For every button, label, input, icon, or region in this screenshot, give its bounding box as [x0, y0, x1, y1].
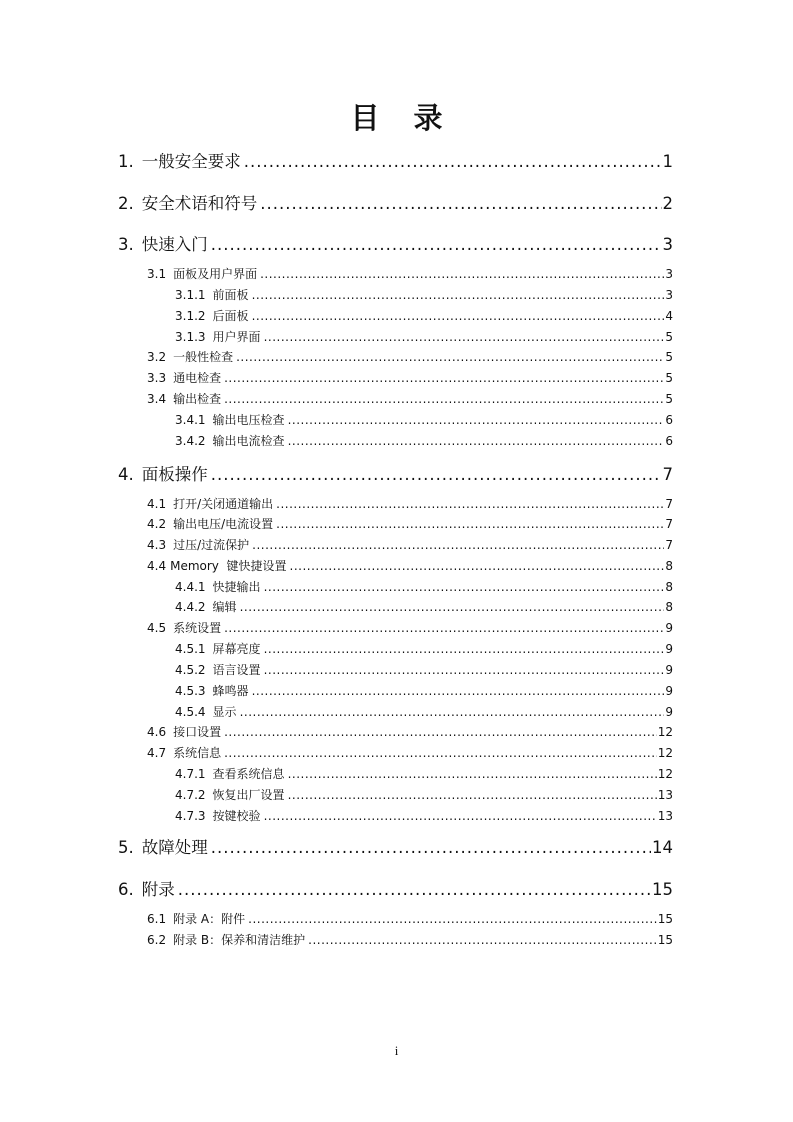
toc-dot-leader — [224, 746, 657, 760]
toc-entry-2[interactable] — [118, 190, 673, 214]
toc-page-number: 3 — [665, 267, 673, 281]
toc-entry-number: 5. — [118, 838, 134, 857]
toc-entry-label: 一般性检查 — [173, 350, 234, 364]
toc-entry-label: 附录 B：保养和清洁维护 — [173, 933, 306, 947]
toc-entry-4-4-2[interactable] — [175, 598, 673, 615]
toc-dot-leader — [236, 350, 664, 364]
toc-page-number: 15 — [652, 880, 673, 899]
toc-entry-4-7[interactable] — [147, 744, 673, 761]
toc-page-number: 8 — [665, 600, 673, 614]
toc-entry-number: 3.1.1 — [175, 288, 206, 302]
toc-page-number: 6 — [665, 413, 673, 427]
toc-page-number: 7 — [662, 465, 673, 484]
toc-dot-leader — [252, 684, 665, 698]
toc-entry-number: 4.5.3 — [175, 684, 206, 698]
toc-entry-4-5-2[interactable] — [175, 661, 673, 678]
toc-entry-4-5-4[interactable] — [175, 703, 673, 720]
toc-page-number: 5 — [665, 371, 673, 385]
toc-page-number: 7 — [665, 538, 673, 552]
toc-entry-4-4[interactable] — [147, 557, 673, 574]
toc-entry-number: 3.1 — [147, 267, 167, 281]
toc-entry-number: 4. — [118, 465, 134, 484]
toc-dot-leader — [276, 497, 664, 511]
toc-entry-number: 4.5.2 — [175, 663, 206, 677]
toc-entry-3-3[interactable] — [147, 369, 673, 386]
toc-dot-leader — [288, 413, 665, 427]
toc-entry-label: 用户界面 — [212, 330, 261, 344]
toc-page-number: 9 — [665, 621, 673, 635]
toc-page-number: 13 — [657, 809, 673, 823]
toc-page-number: 13 — [657, 788, 673, 802]
toc-dot-leader — [240, 600, 665, 614]
toc-entry-3-4[interactable] — [147, 390, 673, 407]
toc-entry-number: 4.7.2 — [175, 788, 206, 802]
toc-dot-leader — [252, 288, 665, 302]
toc-entry-3-1-2[interactable] — [175, 307, 673, 324]
toc-entry-number: 4.3 — [147, 538, 167, 552]
toc-entry-label: 一般安全要求 — [141, 152, 241, 171]
toc-page-number: 4 — [665, 309, 673, 323]
toc-entry-number: 6. — [118, 880, 134, 899]
toc-entry-4-7-3[interactable] — [175, 807, 673, 824]
toc-entry-6-2[interactable] — [147, 931, 673, 948]
toc-entry-label: 面板操作 — [141, 465, 208, 484]
toc-entry-label: 输出电流检查 — [212, 434, 285, 448]
toc-entry-label: 恢复出厂设置 — [212, 788, 285, 802]
toc-entry-label: 显示 — [212, 705, 237, 719]
toc-entry-number: 3.2 — [147, 350, 167, 364]
toc-entry-number: 6.1 — [147, 912, 167, 926]
toc-page-number: 9 — [665, 684, 673, 698]
toc-dot-leader — [224, 371, 664, 385]
toc-page-number: 12 — [657, 725, 673, 739]
toc-entry-number: 3.4.1 — [175, 413, 206, 427]
toc-dot-leader — [211, 465, 662, 484]
toc-dot-leader — [252, 309, 665, 323]
toc-entry-number: 4.6 — [147, 725, 167, 739]
toc-page-number: 6 — [665, 434, 673, 448]
toc-dot-leader — [260, 267, 664, 281]
toc-page-number: 5 — [665, 350, 673, 364]
toc-entry-6-1[interactable] — [147, 910, 673, 927]
toc-page-number: 5 — [665, 392, 673, 406]
toc-page-number: 15 — [657, 933, 673, 947]
toc-entry-4-3[interactable] — [147, 536, 673, 553]
toc-entry-label: 快速入门 — [141, 235, 208, 254]
toc-page-number: 12 — [657, 746, 673, 760]
page-title: 目 录 — [350, 101, 455, 135]
toc-dot-leader — [264, 663, 665, 677]
toc-entry-number: 4.4.1 — [175, 580, 206, 594]
toc-entry-label: Memory 键快捷设置 — [170, 559, 287, 573]
toc-page-number: 2 — [662, 194, 673, 213]
toc-entry-3-1-1[interactable] — [175, 286, 673, 303]
toc-dot-leader — [264, 809, 657, 823]
toc-entry-4-7-1[interactable] — [175, 765, 673, 782]
toc-entry-label: 通电检查 — [173, 371, 222, 385]
toc-entry-number: 4.4 — [147, 559, 167, 573]
toc-entry-label: 系统信息 — [173, 746, 222, 760]
toc-dot-leader — [240, 705, 665, 719]
toc-entry-number: 4.4.2 — [175, 600, 206, 614]
toc-entry-number: 4.7 — [147, 746, 167, 760]
toc-dot-leader — [211, 235, 662, 254]
toc-entry-label: 后面板 — [212, 309, 249, 323]
toc-entry-label: 查看系统信息 — [212, 767, 285, 781]
toc-entry-number: 3.1.3 — [175, 330, 206, 344]
toc-entry-4-5[interactable] — [147, 619, 673, 636]
toc-entry-number: 6.2 — [147, 933, 167, 947]
toc-dot-leader — [264, 580, 665, 594]
toc-entry-label: 输出电压/电流设置 — [173, 517, 274, 531]
toc-page-number: 7 — [665, 497, 673, 511]
toc-entry-label: 前面板 — [212, 288, 249, 302]
toc-page-number: 1 — [662, 152, 673, 171]
toc-entry-label: 编辑 — [212, 600, 237, 614]
toc-entry-4-4-1[interactable] — [175, 578, 673, 595]
toc-dot-leader — [276, 517, 664, 531]
toc-entry-4-5-1[interactable] — [175, 640, 673, 657]
toc-entry-3[interactable] — [118, 231, 673, 255]
toc-dot-leader — [288, 767, 657, 781]
toc-page-number: 3 — [662, 235, 673, 254]
toc-entry-4-7-2[interactable] — [175, 786, 673, 803]
toc-entry-number: 3.3 — [147, 371, 167, 385]
toc-dot-leader — [178, 880, 651, 899]
toc-dot-leader — [224, 392, 664, 406]
toc-dot-leader — [308, 933, 657, 947]
toc-entry-5[interactable] — [118, 834, 673, 858]
toc-entry-number: 4.7.3 — [175, 809, 206, 823]
toc-entry-3-4-1[interactable] — [175, 411, 673, 428]
toc-entry-label: 打开/关闭通道输出 — [173, 497, 274, 511]
toc-dot-leader — [288, 788, 657, 802]
toc-entry-label: 输出检查 — [173, 392, 222, 406]
toc-page-number: 14 — [652, 838, 673, 857]
toc-entry-number: 4.7.1 — [175, 767, 206, 781]
toc-page-number: 9 — [665, 705, 673, 719]
toc-dot-leader — [288, 434, 665, 448]
toc-entry-number: 4.5.4 — [175, 705, 206, 719]
toc-entry-3-1-3[interactable] — [175, 328, 673, 345]
toc-entry-number: 4.5.1 — [175, 642, 206, 656]
toc-page-number: 12 — [657, 767, 673, 781]
toc-entry-number: 1. — [118, 152, 134, 171]
toc-entry-label: 蜂鸣器 — [212, 684, 249, 698]
toc-entry-number: 4.2 — [147, 517, 167, 531]
toc-entry-number: 4.1 — [147, 497, 167, 511]
toc-dot-leader — [211, 838, 651, 857]
toc-dot-leader — [260, 194, 661, 213]
toc-page-number: 5 — [665, 330, 673, 344]
toc-entry-label: 语言设置 — [212, 663, 261, 677]
toc-entry-label: 快捷输出 — [212, 580, 261, 594]
toc-dot-leader — [244, 152, 662, 171]
toc-page-number: 8 — [665, 580, 673, 594]
toc-entry-label: 面板及用户界面 — [173, 267, 258, 281]
toc-entry-3-4-2[interactable] — [175, 432, 673, 449]
toc-dot-leader — [290, 559, 665, 573]
toc-entry-label: 系统设置 — [173, 621, 222, 635]
toc-dot-leader — [224, 725, 657, 739]
page-number-footer: i — [394, 1043, 399, 1058]
toc-page-number: 15 — [657, 912, 673, 926]
toc-page-number: 7 — [665, 517, 673, 531]
toc-dot-leader — [264, 330, 665, 344]
toc-entry-number: 3.4.2 — [175, 434, 206, 448]
toc-entry-label: 接口设置 — [173, 725, 222, 739]
toc-page-number: 9 — [665, 663, 673, 677]
toc-entry-number: 2. — [118, 194, 134, 213]
toc-page-number: 3 — [665, 288, 673, 302]
toc-entry-label: 故障处理 — [141, 838, 208, 857]
toc-entry-4-5-3[interactable] — [175, 682, 673, 699]
toc-entry-6[interactable] — [118, 876, 673, 900]
toc-page-number: 8 — [665, 559, 673, 573]
toc-entry-number: 3.1.2 — [175, 309, 206, 323]
toc-entry-1[interactable] — [118, 148, 673, 172]
toc-entry-4-1[interactable] — [147, 495, 673, 512]
toc-entry-3-2[interactable] — [147, 348, 673, 365]
toc-entry-3-1[interactable] — [147, 265, 673, 282]
toc-entry-4-2[interactable] — [147, 515, 673, 532]
toc-dot-leader — [252, 538, 664, 552]
toc-entry-label: 输出电压检查 — [212, 413, 285, 427]
toc-entry-label: 按键校验 — [212, 809, 261, 823]
toc-entry-label: 附录 — [141, 880, 175, 899]
toc-entry-label: 安全术语和符号 — [141, 194, 258, 213]
toc-entry-label: 屏幕亮度 — [212, 642, 261, 656]
toc-entry-number: 3.4 — [147, 392, 167, 406]
toc-entry-label: 过压/过流保护 — [173, 538, 250, 552]
toc-entry-4[interactable] — [118, 461, 673, 485]
toc-dot-leader — [264, 642, 665, 656]
toc-page-number: 9 — [665, 642, 673, 656]
toc-dot-leader — [248, 912, 657, 926]
toc-dot-leader — [224, 621, 664, 635]
toc-entry-number: 4.5 — [147, 621, 167, 635]
toc-entry-number: 3. — [118, 235, 134, 254]
toc-entry-4-6[interactable] — [147, 723, 673, 740]
toc-entry-label: 附录 A：附件 — [173, 912, 246, 926]
